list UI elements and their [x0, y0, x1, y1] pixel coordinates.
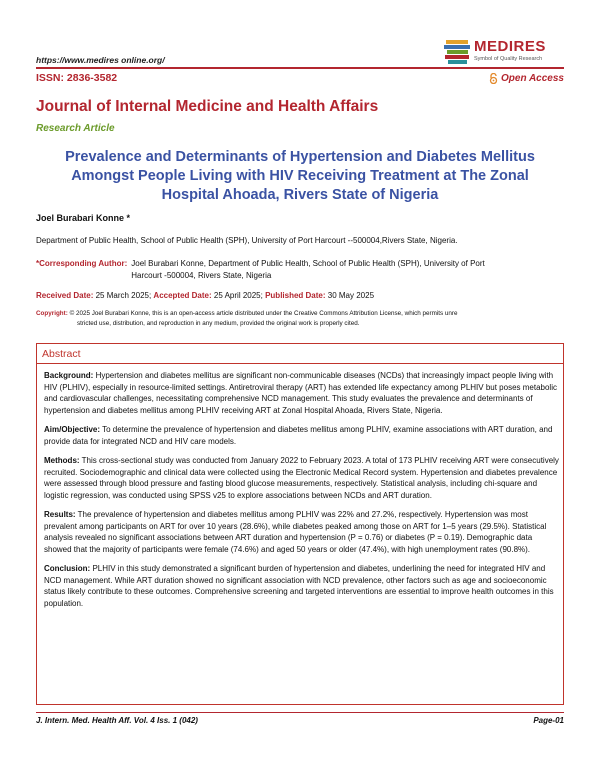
abstract-heading: Abstract: [42, 348, 81, 360]
aim-text: To determine the prevalence of hypertension and diabetes mellitus among PLHIV, examine associations with ART duration, and provide data for integrated NCD and HIV care models.: [44, 425, 553, 446]
abstract-methods: [44, 455, 560, 501]
page-number: Page-01: [533, 716, 564, 725]
open-access-badge: [489, 73, 564, 84]
methods-label: Methods:: [44, 456, 80, 465]
journal-url[interactable]: https://www.medires online.org/: [36, 55, 165, 65]
open-access-label: Open Access: [501, 73, 564, 84]
abstract-background: [44, 370, 560, 416]
conclusion-text: PLHIV in this study demonstrated a significant burden of hypertension and diabetes, underlining the need for integrated HIV and NCD management. While ART duration showed no significant association with NCD prevalence, other factors such as age and socioeconomic status likely contribute to these outcomes. Comprehensive screening and targeted interventions are essential to improve health outcomes in this population.: [44, 564, 554, 608]
logo-wordmark: MEDIRES: [474, 38, 546, 55]
article-type: Research Article: [36, 123, 115, 134]
received-label: Received Date:: [36, 291, 94, 300]
published-label: Published Date:: [265, 291, 326, 300]
corresponding-label: *Corresponding Author:: [36, 259, 128, 268]
footer-citation: J. Intern. Med. Health Aff. Vol. 4 Iss. 1 (042): [36, 716, 198, 725]
abstract-conclusion: [44, 563, 560, 609]
published-date: 30 May 2025: [327, 291, 375, 300]
header-rule: [36, 67, 564, 69]
background-label: Background:: [44, 371, 94, 380]
copyright-line-2: stricted use, distribution, and reproduction in any medium, provided the original work is properly cited.: [77, 320, 360, 327]
logo-tagline: Symbol of Quality Research: [474, 56, 543, 62]
book-stack-icon: [444, 40, 470, 64]
open-lock-icon: [489, 73, 498, 84]
copyright-line-1: © 2025 Joel Burabari Konne, this is an open-access article distributed under the Creative Commons Attribution License, which permits unre: [69, 310, 458, 317]
conclusion-label: Conclusion:: [44, 564, 91, 573]
accepted-date: 25 April 2025;: [213, 291, 263, 300]
received-date: 25 March 2025;: [95, 291, 152, 300]
corresponding-author: [36, 258, 511, 281]
abstract-body: [44, 370, 560, 617]
abstract-results: [44, 509, 560, 555]
results-text: The prevalence of hypertension and diabetes mellitus among PLHIV was 22% and 27.2%, respectively. Hypertension was most prevalent among participants on ART for over 10 years (28.6%), while diabetes peaked among those on ART for 1–5 years (29.5%). Statistical analysis revealed no significant associations between ART duration and hypertension (P = 0.76) or diabetes (P = 0.19). Demographic data showed that the majority of participants were female (74.6%) and aged 50 years or older (47.4%), with high unemployment rates (90.8%).: [44, 510, 547, 554]
methods-text: This cross-sectional study was conducted from January 2022 to February 2023. A total of 173 PLHIV receiving ART were consecutively recruited. Sociodemographic and clinical data were collected using the Electronic Medical Record system. Hypertension and diabetes prevalence were assessed through blood pressure and fasting blood glucose measurements, respectively. Statistical analysis, including chi-square and logistic regression, was conducted using SPSS v25 to explore associations between NCDs and ART duration.: [44, 456, 559, 500]
copyright-label: Copyright:: [36, 310, 68, 317]
journal-name: Journal of Internal Medicine and Health Affairs: [36, 98, 379, 115]
results-label: Results:: [44, 510, 76, 519]
article-title: Prevalence and Determinants of Hypertension and Diabetes Mellitus Amongst People Living with HIV Receiving Treatment at The Zonal Hospital Ahoada, Rivers State of Nigeria: [65, 149, 535, 203]
copyright-notice: [36, 309, 566, 329]
footer-rule: [36, 712, 564, 713]
abstract-header: [37, 344, 563, 364]
accepted-label: Accepted Date:: [153, 291, 212, 300]
author-affiliation: Department of Public Health, School of Public Health (SPH), University of Port Harcourt --500004,Rivers State, Nigeria.: [36, 236, 458, 245]
corresponding-text: Joel Burabari Konne, Department of Public Health, School of Public Health (SPH), University of Port Harcourt -500004, Rivers State, Nigeria: [131, 259, 485, 280]
background-text: Hypertension and diabetes mellitus are significant non-communicable diseases (NCDs) that increasingly impact people living with HIV (PLHIV), especially in resource-limited settings. Antiretroviral therapy (ART) has extended life expectancy among PLHIV but poses metabolic and cardiovascular challenges, necessitating comprehensive NCD management. This study evaluates the prevalence and determinants of hypertension and diabetes mellitus among PLHIV receiving ART at Zonal Hospital Ahoada, Rivers State, Nigeria.: [44, 371, 557, 415]
aim-label: Aim/Objective:: [44, 425, 101, 434]
issn: ISSN: 2836-3582: [36, 72, 118, 84]
article-dates: [36, 291, 374, 300]
abstract-aim: [44, 424, 560, 447]
author-name: Joel Burabari Konne *: [36, 213, 131, 223]
